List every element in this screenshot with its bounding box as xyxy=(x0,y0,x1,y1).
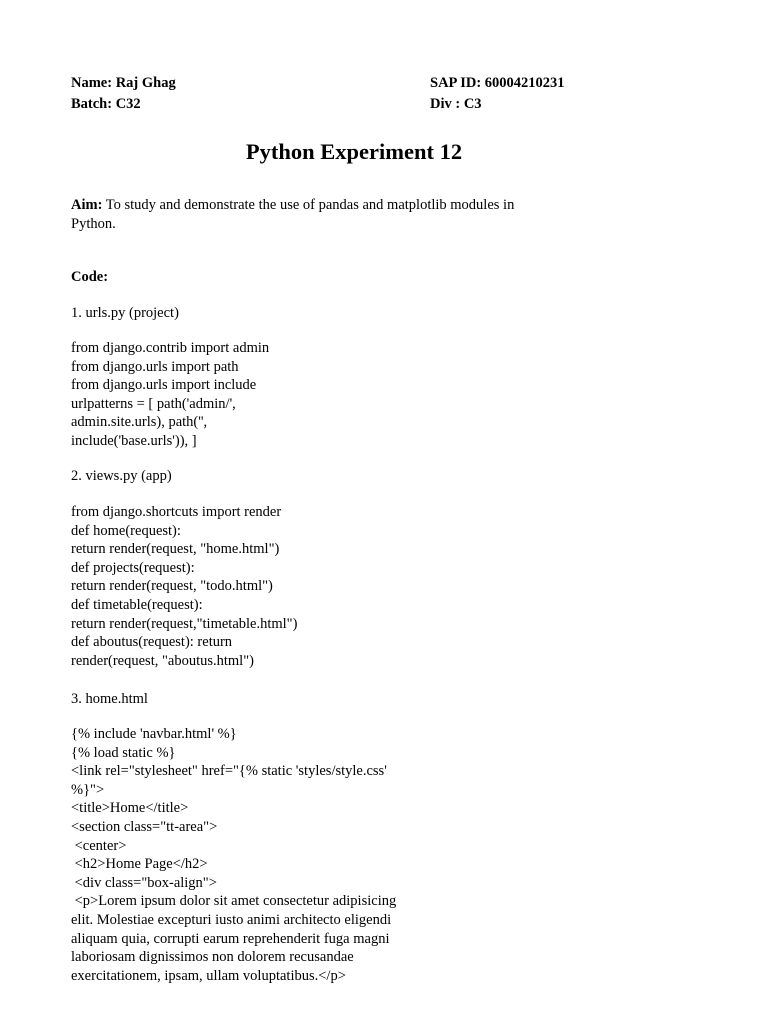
code-line: laboriosam dignissimos non dolorem recusandae xyxy=(71,949,354,966)
section-urls-code xyxy=(71,339,551,451)
code-line: <p>Lorem ipsum dolor sit amet consectetur adipisicing xyxy=(71,893,397,910)
code-line: def aboutus(request): return xyxy=(71,634,233,651)
code-line: def home(request): xyxy=(71,522,181,539)
code-line: include('base.urls')), ] xyxy=(71,432,197,449)
section-views-code xyxy=(71,503,551,670)
code-line: from django.contrib import admin xyxy=(71,340,270,356)
code-line: aliquam quia, corrupti earum reprehenderit fuga magni xyxy=(71,930,390,947)
section-heading: 1. urls.py (project) xyxy=(71,305,179,321)
document-title: Python Experiment 12 xyxy=(245,139,463,164)
code-line: <h2>Home Page</h2> xyxy=(71,856,208,873)
section-heading: 3. home.html xyxy=(71,691,148,707)
code-line: from django.urls import path xyxy=(71,358,239,375)
code-line: <section class="tt-area"> xyxy=(71,818,218,835)
aim-paragraph xyxy=(71,196,551,233)
code-line: def projects(request): xyxy=(71,559,195,576)
student-sap-id: SAP ID: 60004210231 xyxy=(430,75,565,91)
code-line: <title>Home</title> xyxy=(71,800,189,817)
aim-text-line1: To study and demonstrate the use of pandas and matplotlib modules in xyxy=(102,197,515,213)
code-line: return render(request, "home.html") xyxy=(71,541,280,558)
code-line: from django.shortcuts import render xyxy=(71,504,282,520)
student-div: Div : C3 xyxy=(430,96,482,112)
code-line: return render(request, "todo.html") xyxy=(71,578,273,595)
code-line: elit. Molestiae excepturi iusto animi architecto eligendi xyxy=(71,911,392,928)
code-heading: Code: xyxy=(71,269,109,285)
code-line: %}"> xyxy=(71,781,105,798)
code-line: render(request, "aboutus.html") xyxy=(71,652,254,669)
code-line: {% load static %} xyxy=(71,744,176,761)
student-name: Name: Raj Ghag xyxy=(71,75,176,91)
code-line: def timetable(request): xyxy=(71,596,203,613)
code-line: urlpatterns = [ path('admin/', xyxy=(71,395,236,412)
aim-label: Aim: xyxy=(71,197,103,213)
code-line: <div class="box-align"> xyxy=(71,874,217,891)
section-home-heading xyxy=(71,690,551,709)
code-line: <link rel="stylesheet" href="{% static 'styles/style.css' xyxy=(71,763,387,780)
code-line: {% include 'navbar.html' %} xyxy=(71,726,237,742)
code-line: <center> xyxy=(71,837,127,854)
section-home-code xyxy=(71,725,631,985)
code-line: exercitationem, ipsam, ullam voluptatibus.</p> xyxy=(71,967,346,984)
code-line: from django.urls import include xyxy=(71,377,257,394)
section-urls-heading xyxy=(71,304,551,323)
section-heading: 2. views.py (app) xyxy=(71,468,172,484)
student-batch: Batch: C32 xyxy=(71,96,141,112)
code-line: admin.site.urls), path('', xyxy=(71,414,208,431)
section-views-heading xyxy=(71,467,551,486)
aim-text-line2: Python. xyxy=(71,215,116,232)
code-line: return render(request,"timetable.html") xyxy=(71,615,298,632)
